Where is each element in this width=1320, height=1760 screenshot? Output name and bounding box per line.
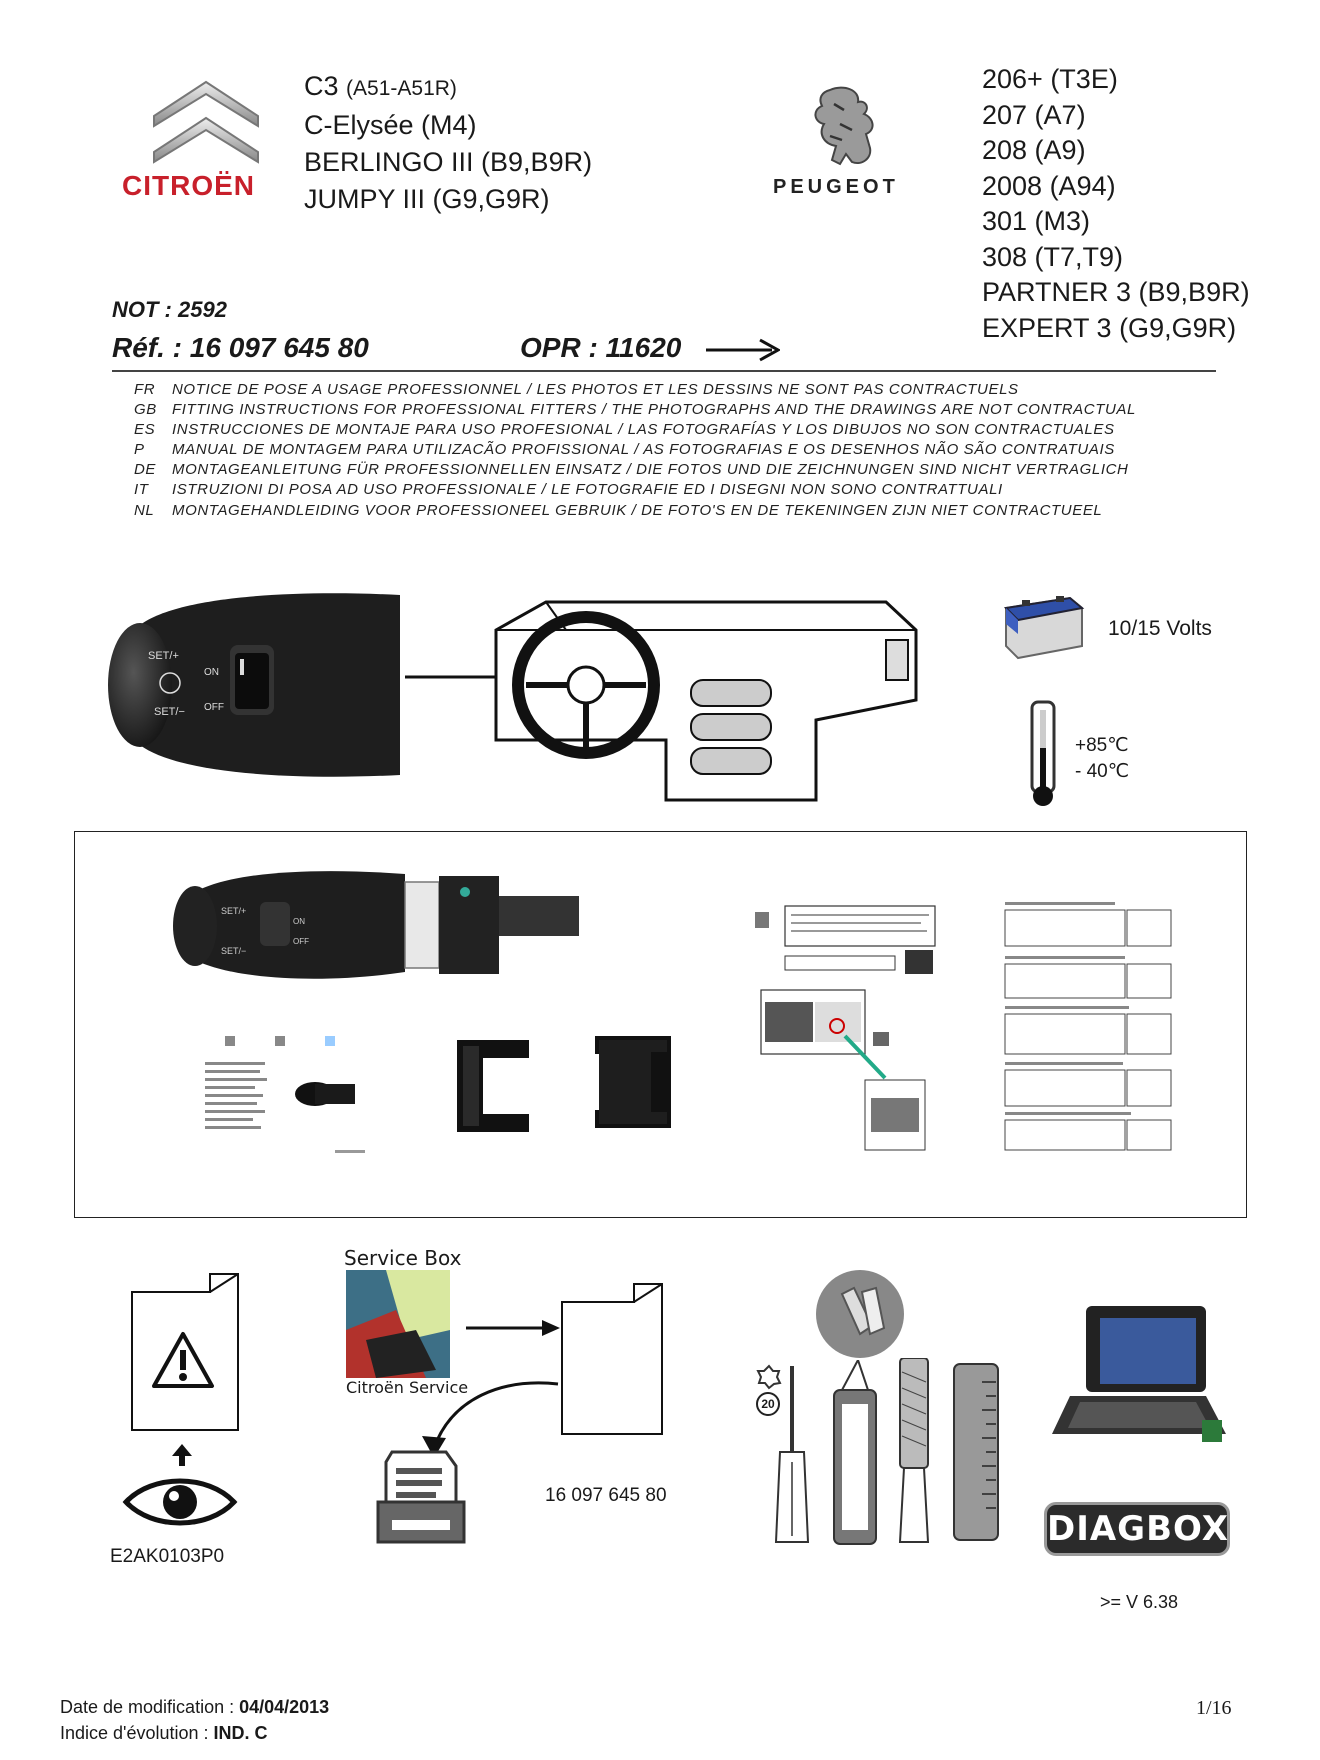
diagbox-logo-text: DIAGBOX — [1047, 1509, 1229, 1549]
svg-text:OFF: OFF — [204, 702, 224, 713]
arrow-right-icon — [704, 337, 780, 363]
peugeot-model: 2008 (A94) — [982, 170, 1116, 201]
peugeot-model: PARTNER 3 (B9,B9R) — [982, 277, 1250, 307]
peugeot-lion-logo — [800, 84, 890, 168]
eye-icon — [122, 1472, 238, 1532]
svg-text:SET/−: SET/− — [221, 946, 247, 956]
language-row: IT ISTRUZIONI DI POSA AD USO PROFESSIONALE / LE FOTOGRAFIE ED I DISEGNI NON SONO CONTRATTUALI — [134, 481, 1003, 498]
peugeot-model: 208 (A9) — [982, 135, 1086, 165]
citroen-model: C3 (A51-A51R) — [304, 71, 457, 101]
svg-text:ON: ON — [204, 667, 219, 678]
citroen-model: BERLINGO III (B9,B9R) — [304, 147, 593, 177]
printer-icon — [374, 1450, 468, 1548]
arrow-right-icon — [466, 1318, 562, 1338]
language-row: P MANUAL DE MONTAGEM PARA UTILIZACÃO PROFISSIONAL / AS FOTOGRAFIAS E OS DESENHOS NÃO SÃO CONTRATUAIS — [134, 441, 1115, 458]
torx-size-badge: 20 — [756, 1392, 780, 1416]
temperature-min: - 40℃ — [1075, 761, 1130, 782]
arrow-up-icon — [170, 1442, 194, 1468]
peugeot-model: 301 (M3) — [982, 206, 1091, 236]
warning-reference: E2AK0103P0 — [110, 1546, 225, 1567]
peugeot-model-list — [982, 62, 1250, 346]
stalk-with-connector-image — [165, 862, 585, 1002]
service-box-subtitle: Citroën Service — [346, 1378, 469, 1397]
header-divider — [112, 370, 1216, 372]
clip-part-image — [453, 1036, 533, 1136]
cutter-icon — [828, 1360, 884, 1546]
service-box-title: Service Box — [344, 1246, 462, 1270]
peugeot-brand-name: PEUGEOT — [773, 176, 899, 198]
document-reference: 16 097 645 80 — [545, 1485, 667, 1506]
voltage-label: 10/15 Volts — [1108, 617, 1212, 640]
booklet-thumbnail — [205, 1032, 385, 1162]
citroen-model-list — [304, 68, 592, 218]
peugeot-logo — [800, 84, 890, 168]
diagbox-version: >= V 6.38 — [1100, 1592, 1179, 1612]
language-row: ES INSTRUCCIONES DE MONTAJE PARA USO PROFESIONAL / LAS FOTOGRAFÍAS Y LOS DIBUJOS NO SON CONTRACTUALES — [134, 421, 1115, 438]
laptop-icon — [1050, 1304, 1226, 1452]
thermometer-icon — [1026, 700, 1060, 808]
temperature-max: +85℃ — [1075, 735, 1129, 756]
language-row: NL MONTAGEHANDLEIDING VOOR PROFESSIONEEL GEBRUIK / DE FOTO'S EN DE TEKENINGEN ZIJN NIET CONTRACTUEEL — [134, 502, 1103, 519]
svg-text:OFF: OFF — [293, 937, 309, 946]
language-row: GB FITTING INSTRUCTIONS FOR PROFESSIONAL FITTERS / THE PHOTOGRAPHS AND THE DRAWINGS ARE NOT CONTRACTUAL — [134, 401, 1136, 418]
peugeot-model: EXPERT 3 (G9,G9R) — [982, 312, 1237, 343]
citroen-model: JUMPY III (G9,G9R) — [304, 184, 550, 214]
gloves-icon — [814, 1268, 906, 1360]
svg-text:ON: ON — [293, 917, 305, 926]
citroen-brand-name: CITROËN — [122, 170, 255, 201]
peugeot-model: 207 (A7) — [982, 99, 1086, 130]
svg-text:SET/−: SET/− — [154, 706, 185, 718]
warranty-form-thumbnail — [1003, 900, 1173, 1154]
instruction-thumbnail — [755, 902, 955, 1152]
page-number: 1/16 — [1196, 1697, 1232, 1719]
svg-text:SET/+: SET/+ — [148, 650, 179, 662]
dashboard-illustration — [486, 590, 926, 806]
ruler-icon — [952, 1362, 1000, 1542]
peugeot-model: 308 (T7,T9) — [982, 241, 1124, 272]
reference-number: Réf. : 16 097 645 80 — [112, 332, 369, 363]
file-icon — [892, 1358, 936, 1544]
revision-index: Indice d'évolution : IND. C — [60, 1723, 268, 1743]
clip-part-image — [591, 1032, 675, 1132]
language-row: DE MONTAGEANLEITUNG FÜR PROFESSIONNELLEN EINSATZ / DIE FOTOS UND DIE ZEICHNUNGEN SIND NICHT VERTRAGLICH — [134, 461, 1129, 478]
peugeot-model: 206+ (T3E) — [982, 64, 1118, 94]
svg-text:SET/+: SET/+ — [221, 906, 247, 916]
cruise-control-stalk-image — [100, 585, 400, 785]
diagbox-logo — [1044, 1502, 1230, 1556]
opr-number: OPR : 11620 — [520, 332, 682, 363]
battery-icon — [1000, 588, 1086, 660]
citroen-logo — [150, 72, 262, 164]
service-box-image — [346, 1270, 450, 1378]
kit-contents-box — [74, 831, 1247, 1218]
language-row: FR NOTICE DE POSE A USAGE PROFESSIONNEL / LES PHOTOS ET LES DESSINS NE SONT PAS CONTRACTUELS — [134, 381, 1019, 398]
warning-icon — [150, 1330, 216, 1390]
modification-date: Date de modification : 04/04/2013 — [60, 1697, 330, 1717]
screwdriver-icon — [770, 1366, 814, 1546]
not-number: NOT : 2592 — [112, 297, 227, 322]
citroen-model: C-Elysée (M4) — [304, 110, 477, 140]
citroen-chevrons-logo — [150, 72, 262, 164]
document-booklet — [560, 1282, 664, 1436]
